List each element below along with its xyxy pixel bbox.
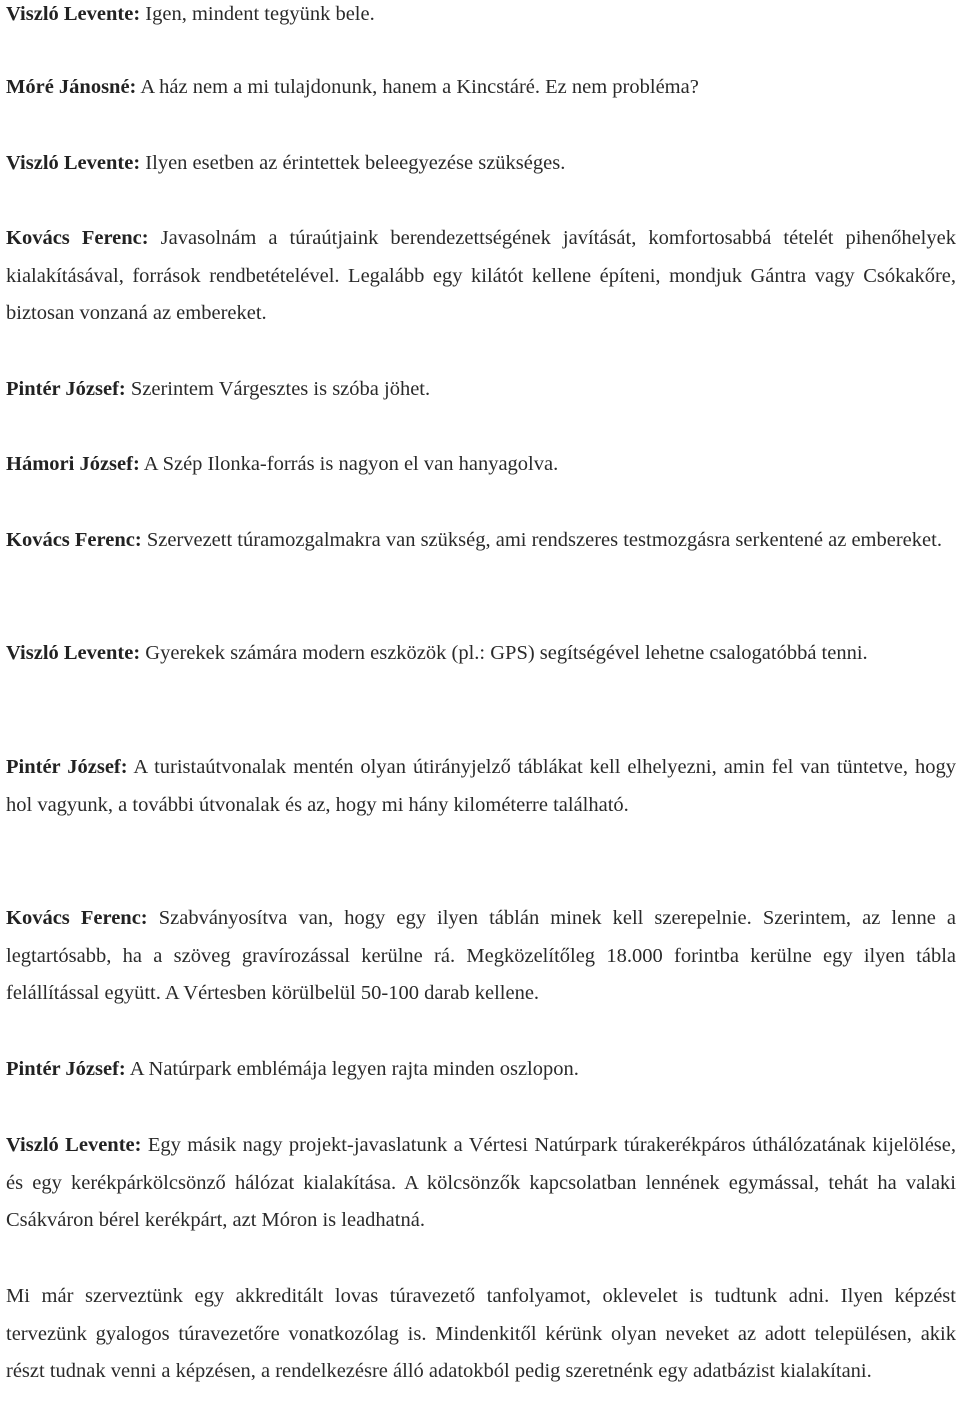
paragraph-text: Szabványosítva van, hogy egy ilyen táblán minek kell szerepelnie. Szerintem, az lenne a legtartósabb, ha a szöveg gravírozással kerülne rá. Megközelítőleg 18.000 forintba kerülne egy ilyen tábla felállítással együtt. A Vértesben körülbelül 50-100 darab kellene. [6,907,956,1005]
speaker-name: Móré Jánosné: [6,76,137,98]
transcript-paragraph [6,900,956,1013]
paragraph-text: Gyerekek számára modern eszközök (pl.: GPS) segítségével lehetne csalogatóbbá tenni. [140,642,868,664]
paragraph-text: A turistaútvonalak mentén olyan útirányjelző táblákat kell elhelyezni, amin fel van tüntetve, hogy hol vagyunk, a további útvonalak és az, hogy mi hány kilométerre található. [6,756,956,816]
paragraph-text: Szerintem Várgesztes is szóba jöhet. [125,378,431,400]
paragraph-text: Egy másik nagy projekt-javaslatunk a Vértesi Natúrpark túrakerékpáros úthálózatának kijelölése, és egy kerékpárkölcsönző hálózat kialakítása. A kölcsönzők kapcsolatban lennének egymással, tehát ha valaki Csákváron bérel kerékpárt, azt Móron is leadhatná. [6,1134,956,1232]
speaker-name: Hámori József: [6,453,140,475]
transcript-paragraph [6,1051,956,1089]
speaker-name: Pintér József: [6,756,128,778]
paragraph-text: A Szép Ilonka-forrás is nagyon el van hanyagolva. [139,453,559,475]
paragraph-text: Javasolnám a túraútjaink berendezettségének javítását, komfortosabbá tételét pihenőhelyek kialakításával, források rendbetételével. Legalább egy kilátót kellene építeni, mondjuk Gántra vagy Csókakőre, biztosan vonzaná az embereket. [6,227,956,325]
transcript-paragraph [6,220,956,333]
speaker-name: Viszló Levente: [6,1134,142,1156]
speaker-name: Viszló Levente: [6,152,141,174]
transcript-paragraph [6,1127,956,1240]
speaker-name: Pintér József: [6,1058,126,1080]
transcript-paragraph [6,1278,956,1391]
transcript-paragraph [6,635,956,673]
transcript-paragraph [6,749,956,824]
transcript-paragraph [6,0,956,34]
speaker-name: Kovács Ferenc: [6,227,149,249]
transcript-paragraph [6,522,956,560]
transcript-paragraph [6,446,956,484]
paragraph-text: Ilyen esetben az érintettek beleegyezése szükséges. [140,152,566,174]
paragraph-text: A ház nem a mi tulajdonunk, hanem a Kincstáré. Ez nem probléma? [136,76,699,98]
speaker-name: Pintér József: [6,378,126,400]
paragraph-text: Szervezett túramozgalmakra van szükség, ami rendszeres testmozgásra serkentené az embereket. [141,529,942,551]
speaker-name: Viszló Levente: [6,642,141,664]
speaker-name: Kovács Ferenc: [6,529,142,551]
transcript-paragraph [6,69,956,107]
speaker-name: Kovács Ferenc: [6,907,148,929]
speaker-name: Viszló Levente: [6,3,141,25]
paragraph-text: Mi már szerveztünk egy akkreditált lovas túravezető tanfolyamot, oklevelet is tudtunk adni. Ilyen képzést tervezünk gyalogos túravezetőre vonatkozólag is. Mindenkitől kérünk olyan neveket az adott településen, akik részt tudnak venni a képzésen, a rendelkezésre álló adatokból pedig szeretnénk egy adatbázist kialakítani. [6,1285,956,1383]
transcript-paragraph [6,145,956,183]
transcript-paragraph [6,371,956,409]
paragraph-text: Igen, mindent tegyünk bele. [140,3,375,25]
paragraph-text: A Natúrpark emblémája legyen rajta minden oszlopon. [125,1058,579,1080]
